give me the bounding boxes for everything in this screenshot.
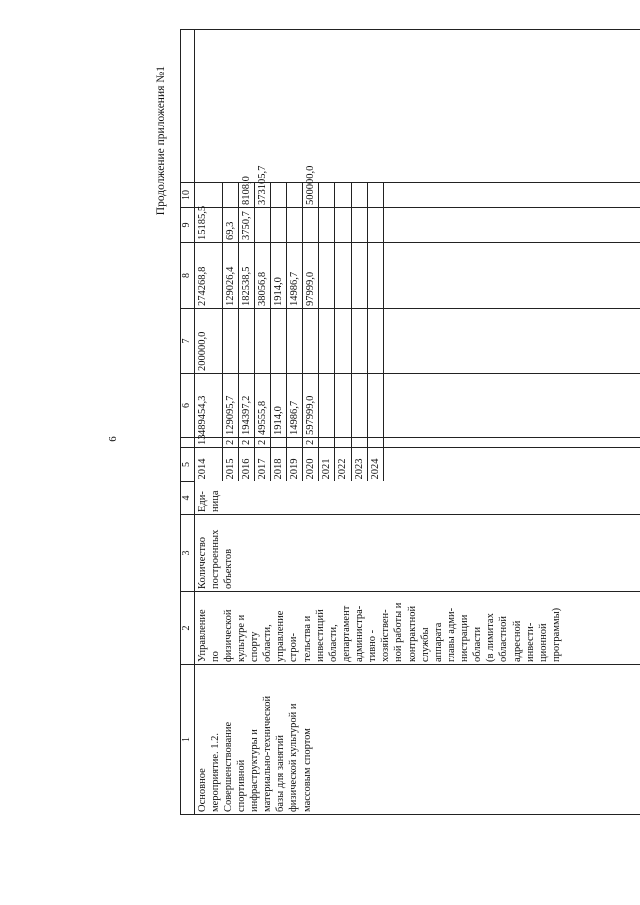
value-cell — [238, 309, 254, 374]
header-cell: 6 — [181, 374, 195, 438]
empty-cell — [383, 374, 640, 438]
text-line: области, — [262, 624, 274, 662]
text-line: Управление — [196, 609, 208, 662]
value-cell — [335, 208, 351, 243]
value-cell: 97999,0 — [303, 243, 319, 309]
text-line: главы адми- — [445, 607, 457, 662]
value-cell — [351, 243, 367, 309]
empty-cell — [383, 309, 640, 374]
count-cell: 2 — [254, 438, 270, 448]
text-line: спортивной — [235, 759, 247, 812]
text-line: областной — [498, 616, 510, 662]
text-line: строи- — [288, 633, 300, 662]
count-cell — [335, 438, 351, 448]
value-cell: 8108,0 — [238, 183, 254, 208]
header-cell: 3 — [181, 515, 195, 592]
count-cell — [351, 438, 367, 448]
value-cell — [222, 309, 238, 374]
count-cell — [319, 438, 335, 448]
text-line: (в лимитах — [485, 613, 497, 662]
value-cell — [351, 183, 367, 208]
value-cell: 500000,0 — [303, 183, 319, 208]
value-cell — [254, 208, 270, 243]
empty-cell — [383, 438, 640, 448]
cell-col4 — [194, 482, 640, 515]
value-cell — [287, 183, 303, 208]
value-cell: 69,3 — [222, 208, 238, 243]
cell-col2 — [194, 592, 640, 665]
header-cell: 8 — [181, 243, 195, 309]
table-body — [194, 30, 640, 815]
appendix-caption: Продолжение приложения №1 — [155, 66, 167, 216]
text-line: физической — [222, 609, 234, 662]
value-cell: 129026,4 — [222, 243, 238, 309]
value-cell — [335, 374, 351, 438]
value-cell — [351, 374, 367, 438]
year-cell: 2018 — [270, 448, 286, 482]
value-cell: 194397,2 — [238, 374, 254, 438]
empty-cell — [383, 208, 640, 243]
value-cell — [287, 208, 303, 243]
value-cell — [270, 309, 286, 374]
text-line: ной работы и — [393, 602, 405, 662]
text-line: программы) — [550, 607, 562, 662]
text-line: массовым спортом — [301, 728, 313, 812]
text-line: спорту — [249, 631, 260, 662]
text-line: Количество — [196, 536, 208, 589]
year-cell: 2019 — [287, 448, 303, 482]
count-cell: 2 — [238, 438, 254, 448]
count-cell — [287, 438, 303, 448]
text-line: тивно - — [367, 629, 379, 662]
cell-col3 — [194, 515, 640, 592]
text-line: по — [209, 651, 221, 662]
text-line: инвести- — [524, 622, 536, 662]
value-cell — [367, 243, 383, 309]
value-cell — [351, 309, 367, 374]
value-cell — [194, 183, 222, 208]
year-cell: 2017 — [254, 448, 270, 482]
value-cell — [367, 208, 383, 243]
value-cell — [287, 309, 303, 374]
text-line: хозяйствен- — [380, 609, 392, 662]
empty-cell — [383, 243, 640, 309]
text-line: Основное — [196, 768, 208, 812]
value-cell: 182538,5 — [238, 243, 254, 309]
value-cell: 489454,3 — [194, 374, 222, 438]
text-line: культуре и — [235, 614, 247, 662]
value-cell: 373105,7 — [254, 183, 270, 208]
text-line: ционной — [537, 623, 549, 662]
value-cell — [367, 309, 383, 374]
header-cell: 7 — [181, 309, 195, 374]
count-cell: 13 — [194, 438, 222, 448]
text-line: физической культурой и — [288, 703, 300, 812]
value-cell: 14986,7 — [287, 374, 303, 438]
value-cell — [270, 208, 286, 243]
header-cell — [181, 30, 195, 183]
header-cell: 9 — [181, 208, 195, 243]
value-cell — [270, 183, 286, 208]
table-row — [194, 30, 222, 815]
value-cell: 14986,7 — [287, 243, 303, 309]
year-cell: 2021 — [319, 448, 335, 482]
value-cell — [319, 243, 335, 309]
value-cell: 1914,0 — [270, 374, 286, 438]
value-cell: 129095,7 — [222, 374, 238, 438]
value-cell — [254, 309, 270, 374]
cell-col1 — [194, 665, 640, 815]
value-cell: 274268,8 — [194, 243, 222, 309]
empty-cell — [383, 183, 640, 208]
value-cell: 3750,7 — [238, 208, 254, 243]
text-line: тельства и — [301, 615, 313, 662]
header-cell: 5 — [181, 448, 195, 482]
value-cell: 1914,0 — [270, 243, 286, 309]
count-cell — [270, 438, 286, 448]
text-line: адресной — [511, 620, 523, 662]
text-line: построенных — [209, 529, 221, 589]
value-cell — [351, 208, 367, 243]
year-cell: 2024 — [367, 448, 383, 482]
year-cell: 2022 — [335, 448, 351, 482]
text-line: материально-технической — [262, 695, 274, 812]
text-line: базы для занятий — [275, 735, 287, 812]
value-cell — [367, 183, 383, 208]
value-cell — [335, 309, 351, 374]
text-line: Еди- — [196, 491, 208, 512]
text-line: нистрации — [459, 614, 470, 662]
text-line: инфраструктуры и — [249, 729, 260, 812]
empty-cell — [194, 30, 640, 183]
value-cell: 15185,5 — [194, 208, 222, 243]
text-line: контрактной — [406, 605, 418, 662]
value-cell: 38056,8 — [254, 243, 270, 309]
value-cell — [335, 243, 351, 309]
header-row — [181, 30, 195, 815]
text-line: управление — [275, 610, 287, 662]
header-cell: 2 — [181, 592, 195, 665]
text-line: ница — [209, 490, 221, 512]
value-cell: 597999,0 — [303, 374, 319, 438]
program-table — [180, 29, 640, 815]
header-cell: 10 — [181, 183, 195, 208]
text-line: мероприятие. 1.2. — [209, 733, 221, 812]
value-cell — [319, 208, 335, 243]
text-line: аппарата — [432, 622, 444, 662]
value-cell — [319, 309, 335, 374]
count-cell — [367, 438, 383, 448]
year-cell: 2020 — [303, 448, 319, 482]
value-cell: 49555,8 — [254, 374, 270, 438]
year-cell: 2014 — [194, 448, 222, 482]
text-line: объектов — [222, 548, 234, 589]
text-line: области — [472, 626, 484, 662]
value-cell — [303, 309, 319, 374]
text-line: службы — [419, 627, 431, 662]
value-cell — [303, 208, 319, 243]
value-cell: 200000,0 — [194, 309, 222, 374]
text-line: области, — [327, 624, 339, 662]
page-number: 6 — [107, 436, 119, 442]
header-cell: 1 — [181, 665, 195, 815]
value-cell — [319, 374, 335, 438]
text-line: департамент — [340, 605, 352, 662]
text-line: Совершенствование — [222, 721, 234, 812]
value-cell — [222, 183, 238, 208]
header-cell: 4 — [181, 482, 195, 515]
year-cell: 2015 — [222, 448, 238, 482]
rotated-content — [155, 30, 605, 815]
count-cell: 2 — [303, 438, 319, 448]
value-cell — [367, 374, 383, 438]
header-cell — [181, 438, 195, 448]
year-cell: 2023 — [351, 448, 367, 482]
rotated-page — [155, 30, 605, 815]
count-cell: 2 — [222, 438, 238, 448]
empty-cell — [383, 448, 640, 482]
year-cell: 2016 — [238, 448, 254, 482]
text-line: инвестиций — [314, 609, 326, 662]
value-cell — [335, 183, 351, 208]
value-cell — [319, 183, 335, 208]
text-line: администра- — [354, 605, 365, 662]
